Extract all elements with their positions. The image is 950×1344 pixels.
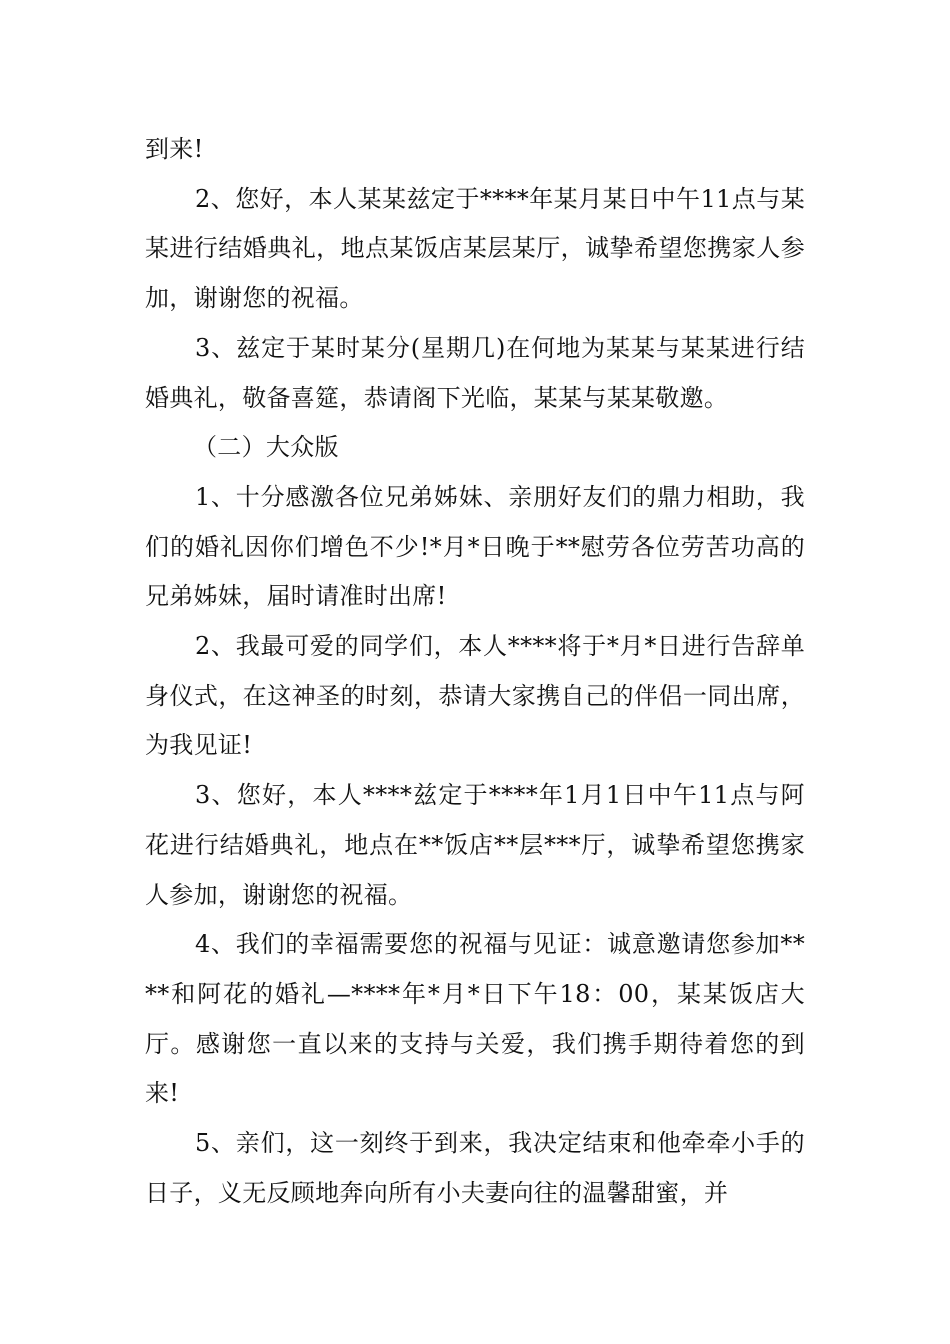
paragraph-item-4: 4、我们的幸福需要您的祝福与见证：诚意邀请您参加****和阿花的婚礼—****年*月*日下午18：00，某某饭店大厅。感谢您一直以来的支持与关爱，我们携手期待着您的到来! [145, 930, 805, 1108]
document-body [145, 125, 805, 1218]
section-heading: （二）大众版 [193, 433, 339, 462]
paragraph-item-2: 2、您好，本人某某兹定于****年某月某日中午11点与某某进行结婚典礼，地点某饭店某层某厅，诚挚希望您携家人参加，谢谢您的祝福。 [145, 184, 805, 313]
paragraph-item-2b: 2、我最可爱的同学们，本人****将于*月*日进行告辞单身仪式，在这神圣的时刻，恭请大家携自己的伴侣一同出席，为我见证! [145, 632, 805, 760]
paragraph-continuation: 到来! [145, 135, 204, 163]
paragraph-item-3b: 3、您好，本人****兹定于****年1月1日中午11点与阿花进行结婚典礼，地点在**饭店**层***厅，诚挚希望您携家人参加，谢谢您的祝福。 [145, 781, 805, 909]
paragraph-item-3: 3、兹定于某时某分(星期几)在何地为某某与某某进行结婚典礼，敬备喜筵，恭请阁下光临，某某与某某敬邀。 [145, 333, 805, 412]
paragraph-item-1: 1、十分感激各位兄弟姊妹、亲朋好友们的鼎力相助，我们的婚礼因你们增色不少!*月*日晚于**慰劳各位劳苦功高的兄弟姊妹，届时请准时出席! [145, 482, 805, 611]
paragraph-item-5: 5、亲们，这一刻终于到来，我决定结束和他牵牵小手的日子，义无反顾地奔向所有小夫妻向往的温馨甜蜜，并 [145, 1129, 805, 1207]
